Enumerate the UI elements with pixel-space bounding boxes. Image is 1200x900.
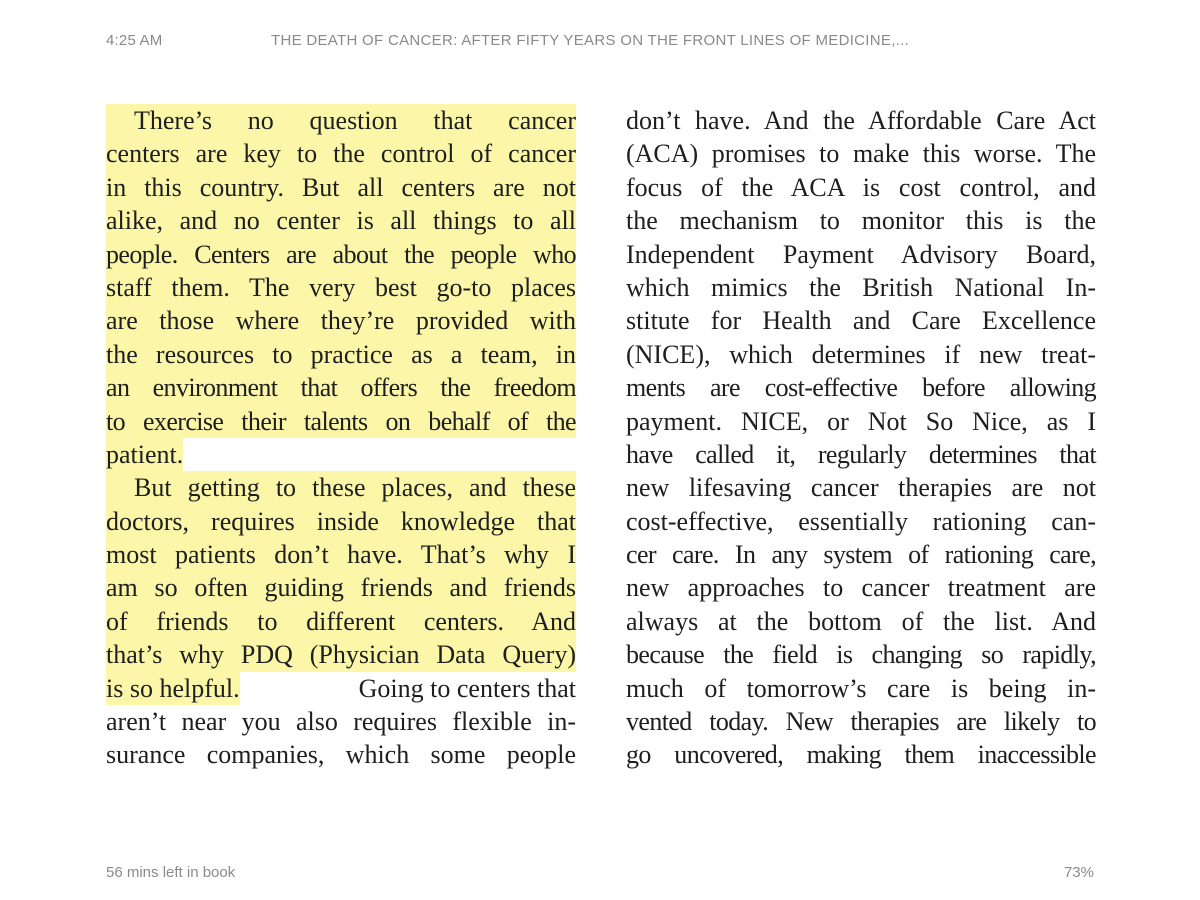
text-line: Independent Payment Advisory Board,: [626, 239, 1096, 269]
text-line: patient.: [106, 438, 183, 471]
text-line: staff them. The very best go-to places: [106, 271, 576, 304]
text-line: payment. NICE, or Not So Nice, as I: [626, 406, 1096, 436]
left-page[interactable]: [106, 104, 576, 772]
text-line: much of tomorrow’s care is being in-: [626, 673, 1096, 703]
text-line: which mimics the British National In-: [626, 272, 1096, 302]
text-line: centers are key to the control of cancer: [106, 137, 576, 170]
text-line: the resources to practice as a team, in: [106, 338, 576, 371]
text-line: focus of the ACA is cost control, and: [626, 172, 1096, 202]
text-line-mixed: [106, 672, 576, 705]
text-line: have called it, regularly determines that: [626, 439, 1096, 469]
text-line: most patients don’t have. That’s why I: [106, 538, 576, 571]
right-page[interactable]: [626, 104, 1096, 772]
text-line: don’t have. And the Affordable Care Act: [626, 106, 1096, 135]
text-line: people. Centers are about the people who: [106, 238, 576, 271]
text-line: stitute for Health and Care Excellence: [626, 306, 1096, 336]
text-line: vented today. New therapies are likely to: [626, 707, 1096, 737]
text-line: aren’t near you also requires flexible in-: [106, 707, 576, 737]
text-line: the mechanism to monitor this is the: [626, 206, 1096, 236]
clock-time: 4:25 AM: [106, 32, 163, 49]
text-line: of friends to different centers. And: [106, 605, 576, 638]
highlighted-segment: is so helpful.: [106, 672, 240, 705]
text-line: (NICE), which determines if new treat-: [626, 339, 1096, 369]
text-line: But getting to these places, and these: [106, 471, 576, 504]
text-line: that’s why PDQ (Physician Data Query): [106, 638, 576, 671]
text-line: alike, and no center is all things to all: [106, 204, 576, 237]
text-line: because the field is changing so rapidly,: [626, 640, 1096, 670]
text-line: ments are cost-effective before allowing: [626, 373, 1096, 403]
book-title[interactable]: THE DEATH OF CANCER: AFTER FIFTY YEARS ON THE FRONT LINES OF MEDICINE,...: [271, 32, 910, 49]
text-line: in this country. But all centers are not: [106, 171, 576, 204]
text-line: new approaches to cancer treatment are: [626, 573, 1096, 603]
plain-segment: Going to centers that: [358, 673, 576, 703]
text-line: new lifesaving cancer therapies are not: [626, 473, 1096, 503]
time-left-in-book: 56 mins left in book: [106, 864, 236, 881]
text-line: go uncovered, making them inaccessible: [626, 740, 1096, 770]
progress-percent: 73%: [1063, 864, 1094, 881]
text-line: an environment that offers the freedom: [106, 371, 576, 404]
text-line: (ACA) promises to make this worse. The: [626, 139, 1096, 169]
text-line: always at the bottom of the list. And: [626, 606, 1096, 636]
text-line: are those where they’re provided with: [106, 304, 576, 337]
text-line: surance companies, which some people: [106, 740, 576, 770]
text-line: doctors, requires inside knowledge that: [106, 505, 576, 538]
status-bar: [106, 32, 1094, 56]
text-line: to exercise their talents on behalf of the: [106, 405, 576, 438]
text-line: cer care. In any system of rationing care,: [626, 540, 1096, 570]
text-line: am so often guiding friends and friends: [106, 571, 576, 604]
text-line: cost-effective, essentially rationing can-: [626, 506, 1096, 536]
text-line: There’s no question that cancer: [106, 104, 576, 137]
